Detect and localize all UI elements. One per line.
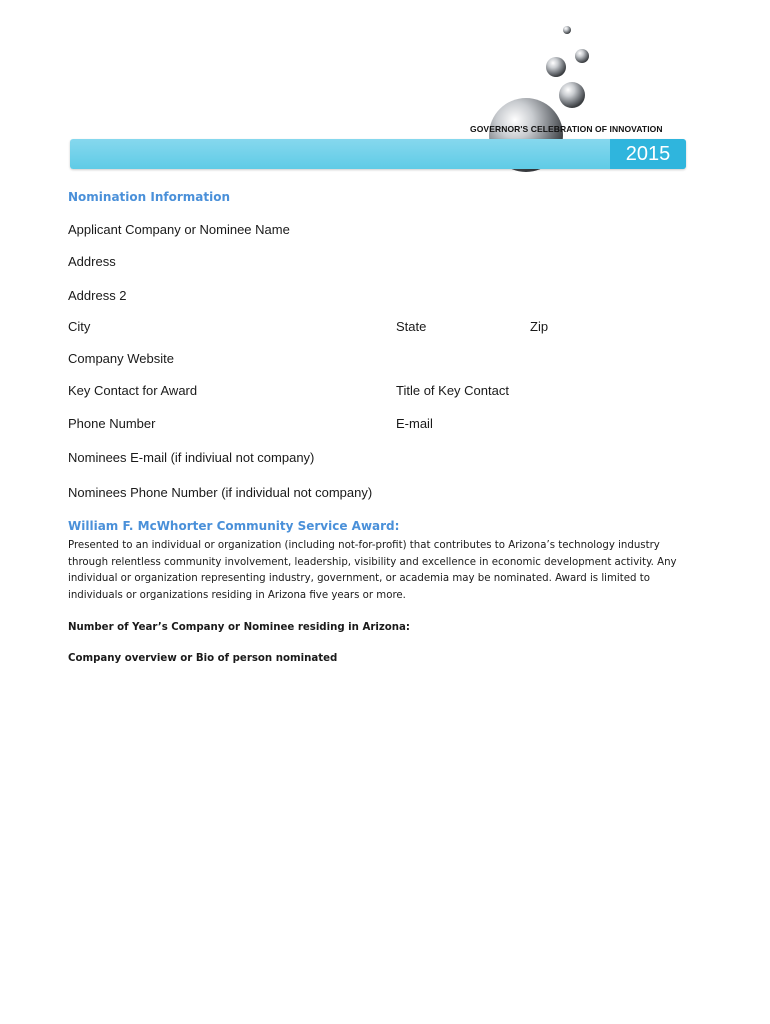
nominee-phone-label: Nominees Phone Number (if individual not company) <box>68 485 373 500</box>
award-description: Presented to an individual or organization (including not-for-profit) that contributes to Arizona’s technology industry through relentless community involvement, leadership, visibility and excellence in economic development activity. Any individual or organization representing industry, government, or academia may be nominated. Award is limited to individuals or organizations residing in Arizona five years or more. <box>68 540 677 601</box>
address-label: Address <box>68 254 116 269</box>
phone-label: Phone Number <box>68 416 156 431</box>
nominee-email-label: Nominees E-mail (if indiviual not company) <box>68 450 315 465</box>
state-label: State <box>396 319 427 334</box>
award-heading: William F. McWhorter Community Service Award: <box>68 519 400 533</box>
key-contact-title-label: Title of Key Contact <box>396 383 509 398</box>
org-name: GOVERNOR'S CELEBRATION OF INNOVATION <box>470 124 663 134</box>
applicant-name-label: Applicant Company or Nominee Name <box>68 222 290 237</box>
website-label: Company Website <box>68 351 174 366</box>
key-contact-label: Key Contact for Award <box>68 383 198 398</box>
header-banner <box>70 139 686 169</box>
years-residing-label: Number of Year’s Company or Nominee residing in Arizona: <box>68 622 411 633</box>
address2-label: Address 2 <box>68 288 127 303</box>
zip-label: Zip <box>530 319 549 334</box>
banner-year: 2015 <box>610 139 686 169</box>
company-overview-label: Company overview or Bio of person nominated <box>68 653 338 664</box>
email-label: E-mail <box>396 416 433 431</box>
nomination-heading: Nomination Information <box>68 190 230 204</box>
city-label: City <box>68 319 91 334</box>
